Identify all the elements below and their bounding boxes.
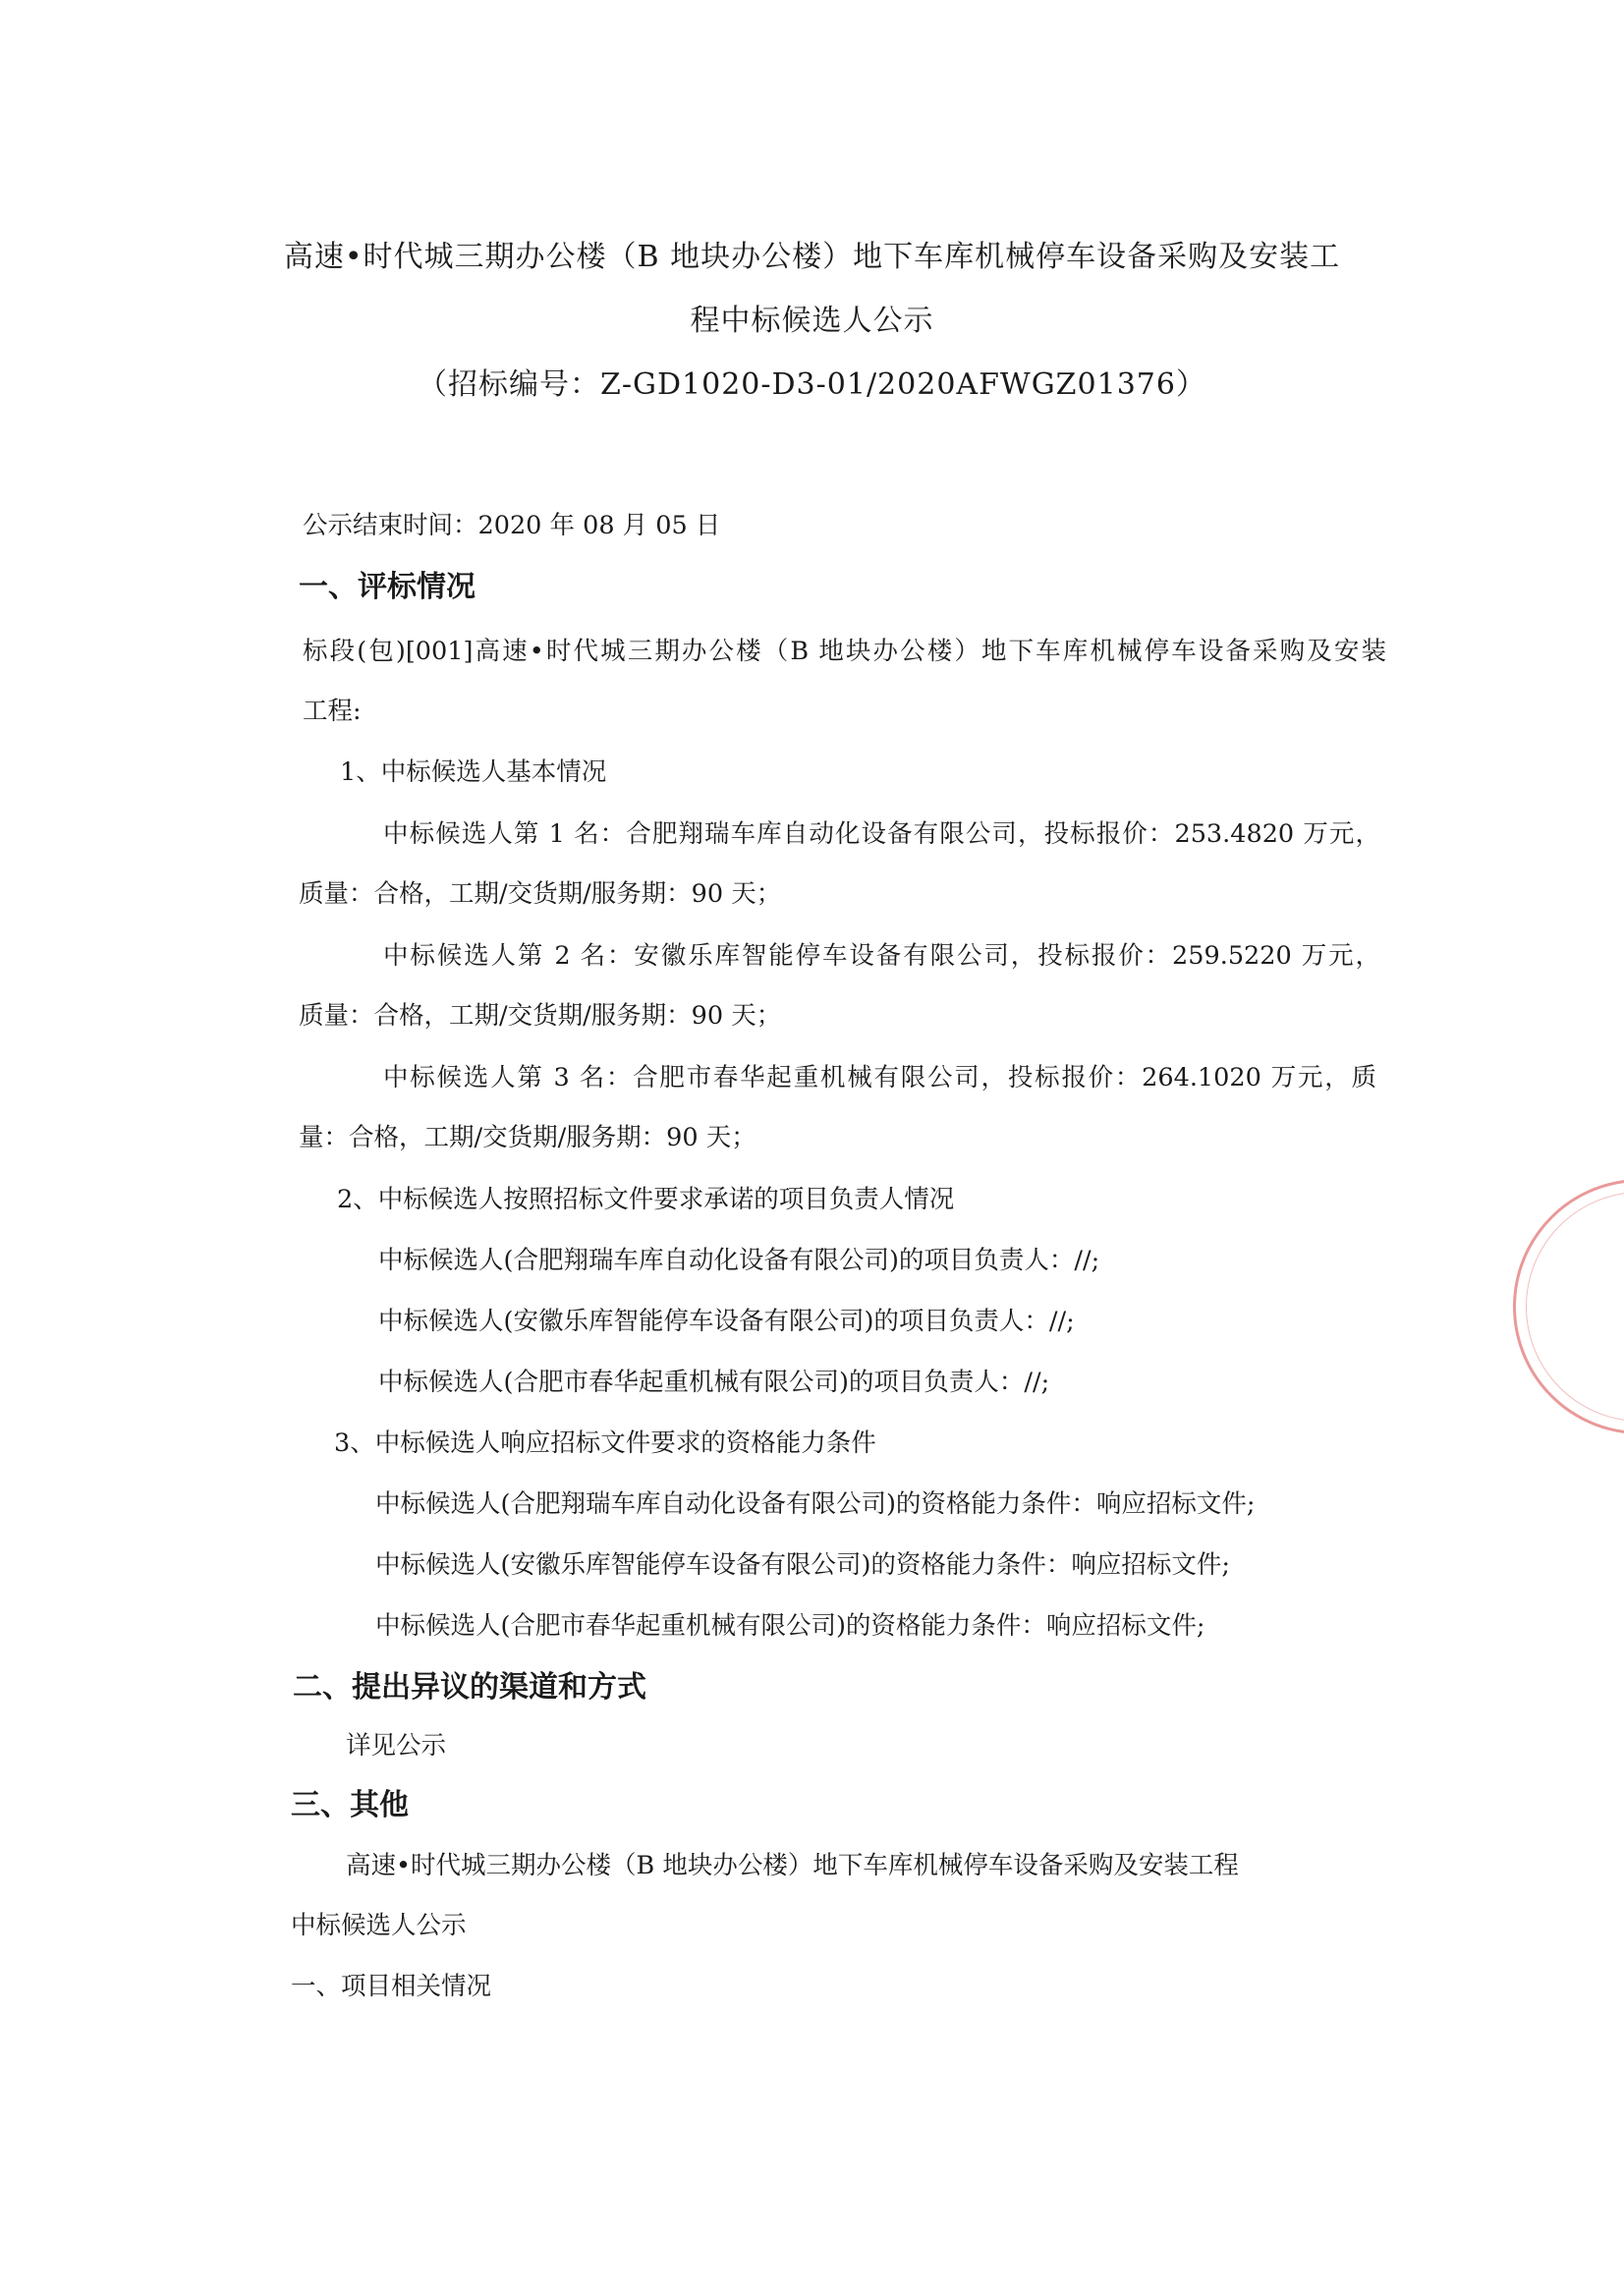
project-manager-item: 中标候选人(安徽乐库智能停车设备有限公司)的项目负责人：//; [378,1307,1075,1336]
qualification-item: 中标候选人(合肥翔瑞车库自动化设备有限公司)的资格能力条件：响应招标文件; [375,1489,1256,1519]
candidate-1-line-2: 质量：合格，工期/交货期/服务期：90 天； [299,879,782,909]
project-manager-item: 中标候选人(合肥翔瑞车库自动化设备有限公司)的项目负责人：//; [378,1246,1100,1275]
other-announcement-label: 中标候选人公示 [291,1911,467,1940]
section-heading-objection: 二、提出异议的渠道和方式 [293,1670,646,1705]
seal-inner-ring [1526,1192,1624,1422]
tender-number: （招标编号：Z-GD1020-D3-01/2020AFWGZ01376） [418,367,1206,402]
section-heading-other: 三、其他 [291,1788,409,1822]
qualification-item: 中标候选人(安徽乐库智能停车设备有限公司)的资格能力条件：响应招标文件; [375,1550,1230,1580]
qualification-item: 中标候选人(合肥市春华起重机械有限公司)的资格能力条件：响应招标文件; [375,1611,1205,1641]
title-line-1: 高速•时代城三期办公楼（B 地块办公楼）地下车库机械停车设备采购及安装工 [283,240,1341,274]
project-manager-item: 中标候选人(合肥市春华起重机械有限公司)的项目负责人：//; [378,1368,1050,1397]
other-project-title: 高速•时代城三期办公楼（B 地块办公楼）地下车库机械停车设备采购及安装工程 [346,1851,1239,1880]
company-seal-stamp [1513,1179,1624,1434]
candidate-3-line-2: 量：合格，工期/交货期/服务期：90 天； [299,1123,756,1152]
announcement-end-time: 公示结束时间：2020 年 08 月 05 日 [303,511,721,540]
candidate-2-line-2: 质量：合格，工期/交货期/服务期：90 天； [299,1001,782,1031]
subheading-basic-info: 1、中标候选人基本情况 [340,757,607,787]
lot-description-line-1: 标段(包)[001]高速•时代城三期办公楼（B 地块办公楼）地下车库机械停车设备采购及安装 [303,637,1386,666]
candidate-3-line-1: 中标候选人第 3 名：合肥市春华起重机械有限公司，投标报价：264.1020 万元，质 [383,1063,1376,1092]
candidate-1-line-1: 中标候选人第 1 名：合肥翔瑞车库自动化设备有限公司，投标报价：253.4820 万元， [383,819,1380,849]
candidate-2-line-1: 中标候选人第 2 名：安徽乐库智能停车设备有限公司，投标报价：259.5220 万元， [383,941,1380,971]
title-line-2: 程中标候选人公示 [690,304,934,338]
subheading-project-manager: 2、中标候选人按照招标文件要求承诺的项目负责人情况 [337,1185,955,1214]
section-heading-evaluation: 一、评标情况 [299,570,476,604]
other-project-info: 一、项目相关情况 [291,1972,492,2001]
objection-body: 详见公示 [346,1731,447,1761]
lot-description-line-2: 工程: [303,697,362,726]
subheading-qualification: 3、中标候选人响应招标文件要求的资格能力条件 [334,1428,876,1458]
